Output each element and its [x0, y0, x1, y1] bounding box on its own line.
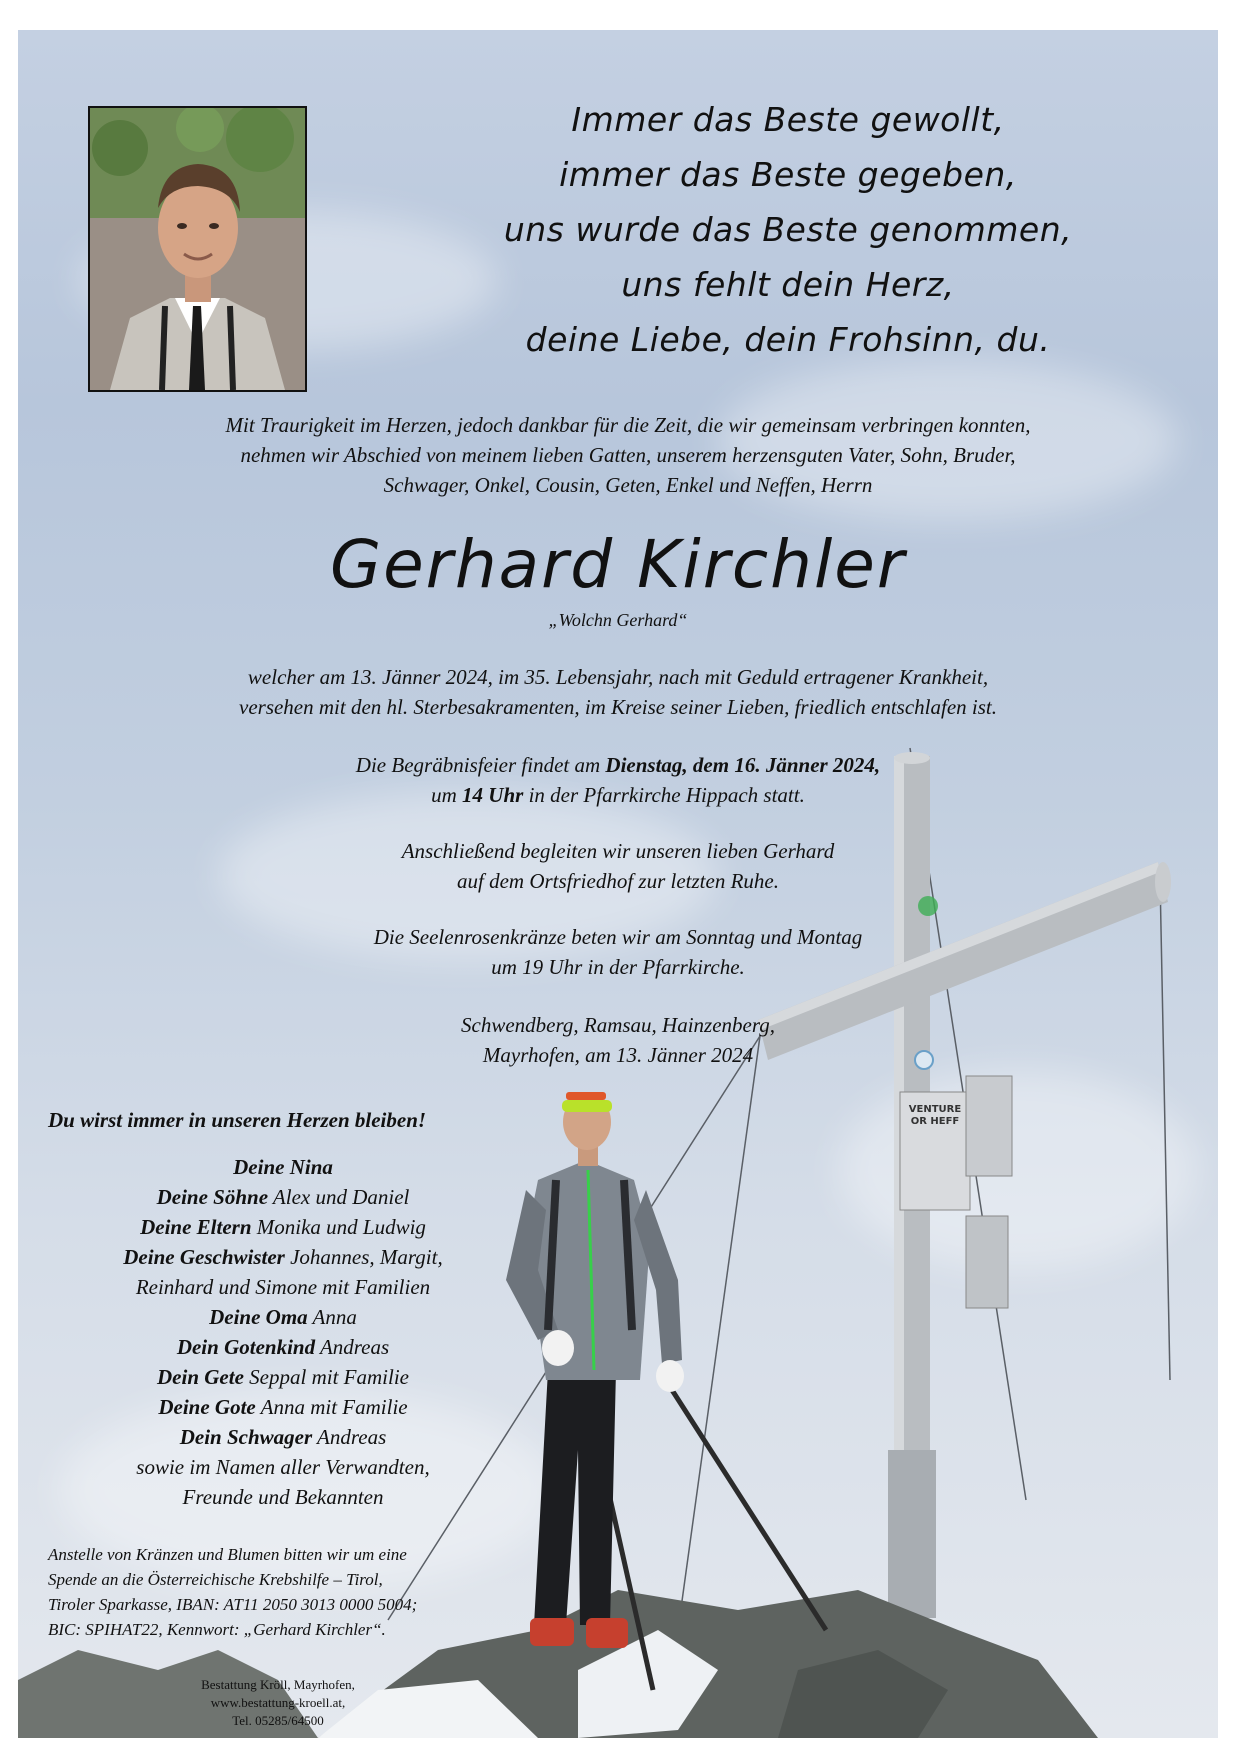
- poem-line: Immer das Beste gewollt,: [571, 100, 1005, 139]
- summit-book-box: [966, 1216, 1008, 1308]
- family-entry: Deine Nina: [233, 1155, 333, 1179]
- headband: [562, 1100, 612, 1112]
- place-date: [118, 1010, 1118, 1070]
- undertaker-line: www.bestattung-kroell.at,: [210, 1695, 346, 1710]
- handprint-sticker: [918, 896, 938, 916]
- deceased-nickname: „Wolchn Gerhard“: [548, 610, 688, 630]
- family-entry: Dein Gete Seppal mit Familie: [157, 1365, 409, 1389]
- place-date-line: Schwendberg, Ramsau, Hainzenberg,: [461, 1013, 775, 1037]
- family-entry: sowie im Namen aller Verwandten,: [136, 1455, 430, 1479]
- rosary-info: [118, 922, 1118, 982]
- intro-line: nehmen wir Abschied von meinem lieben Gatten, unserem herzensguten Vater, Sohn, Bruder,: [240, 443, 1016, 467]
- burial-line: Anschließend begleiten wir unseren lieben Gerhard: [401, 839, 835, 863]
- poem: [488, 92, 1088, 367]
- family-entry: Freunde und Bekannten: [182, 1485, 384, 1509]
- family-entry: Deine Oma Anna: [209, 1305, 357, 1329]
- family-entry: Deine Eltern Monika und Ludwig: [140, 1215, 426, 1239]
- boot-left: [530, 1618, 574, 1646]
- donation-request: [48, 1542, 488, 1642]
- family-list: [58, 1152, 508, 1512]
- death-notice-line: versehen mit den hl. Sterbesakramenten, im Kreise seiner Lieben, friedlich entschlafen ist.: [239, 695, 997, 719]
- place-date-line: Mayrhofen, am 13. Jänner 2024: [482, 1043, 754, 1067]
- undertaker-info: [158, 1676, 398, 1730]
- death-notice: [118, 662, 1118, 722]
- family-entry: Dein Gotenkind Andreas: [176, 1335, 390, 1359]
- poem-line: deine Liebe, dein Frohsinn, du.: [525, 320, 1051, 359]
- death-notice-line: welcher am 13. Jänner 2024, im 35. Lebensjahr, nach mit Geduld ertragener Krankheit,: [247, 665, 989, 689]
- glove-left: [542, 1330, 574, 1366]
- rosary-line: um 19 Uhr in der Pfarrkirche.: [491, 955, 745, 979]
- glove-right: [656, 1360, 684, 1392]
- guy-wire: [1160, 878, 1170, 1380]
- intro-text: [98, 410, 1158, 500]
- poem-line: uns fehlt dein Herz,: [621, 265, 955, 304]
- cross-base: [888, 1450, 936, 1618]
- donation-line: BIC: SPIHAT22, Kennwort: „Gerhard Kirchler“.: [48, 1620, 386, 1639]
- family-entry: Reinhard und Simone mit Familien: [135, 1275, 431, 1299]
- intro-line: Schwager, Onkel, Cousin, Geten, Enkel und Neffen, Herrn: [383, 473, 873, 497]
- guy-wire: [678, 1036, 760, 1630]
- funeral-line-2: um 14 Uhr in der Pfarrkirche Hippach statt.: [431, 783, 805, 807]
- poem-line: uns wurde das Beste genommen,: [503, 210, 1073, 249]
- sign-text-1: VENTURE: [908, 1104, 962, 1115]
- burial-info: [118, 836, 1118, 896]
- parte-card: [18, 30, 1218, 1738]
- deceased-name: Gerhard Kirchler: [329, 526, 907, 603]
- undertaker-line: Bestattung Kröll, Mayrhofen,: [201, 1677, 355, 1692]
- family-entry: Deine Geschwister Johannes, Margit,: [123, 1245, 443, 1269]
- undertaker-line: Tel. 05285/64500: [232, 1713, 324, 1728]
- summit-box: [966, 1076, 1012, 1176]
- motto: Du wirst immer in unseren Herzen bleiben!: [48, 1108, 427, 1132]
- cross-beam-end: [1155, 862, 1171, 902]
- poem-line: immer das Beste gegeben,: [559, 155, 1017, 194]
- intro-line: Mit Traurigkeit im Herzen, jedoch dankbar für die Zeit, die wir gemeinsam verbringen konnten,: [225, 413, 1031, 437]
- rosary-line: Die Seelenrosenkränze beten wir am Sonntag und Montag: [373, 925, 863, 949]
- family-entry: Dein Schwager Andreas: [179, 1425, 387, 1449]
- funeral-info: [118, 750, 1118, 810]
- funeral-line-1: Die Begräbnisfeier findet am Dienstag, dem 16. Jänner 2024,: [355, 753, 881, 777]
- sunglasses: [566, 1092, 606, 1100]
- trousers: [534, 1370, 616, 1625]
- portrait-photo: [88, 106, 307, 392]
- burial-line: auf dem Ortsfriedhof zur letzten Ruhe.: [457, 869, 779, 893]
- boot-right: [586, 1618, 628, 1648]
- family-entry: Deine Gote Anna mit Familie: [158, 1395, 408, 1419]
- donation-line: Tiroler Sparkasse, IBAN: AT11 2050 3013 0000 5004;: [48, 1595, 418, 1614]
- family-entry: Deine Söhne Alex und Daniel: [156, 1185, 410, 1209]
- donation-line: Spende an die Österreichische Krebshilfe – Tirol,: [48, 1570, 383, 1589]
- sign-text-2: OR HEFF: [910, 1116, 960, 1127]
- donation-line: Anstelle von Kränzen und Blumen bitten wir um eine: [48, 1545, 407, 1564]
